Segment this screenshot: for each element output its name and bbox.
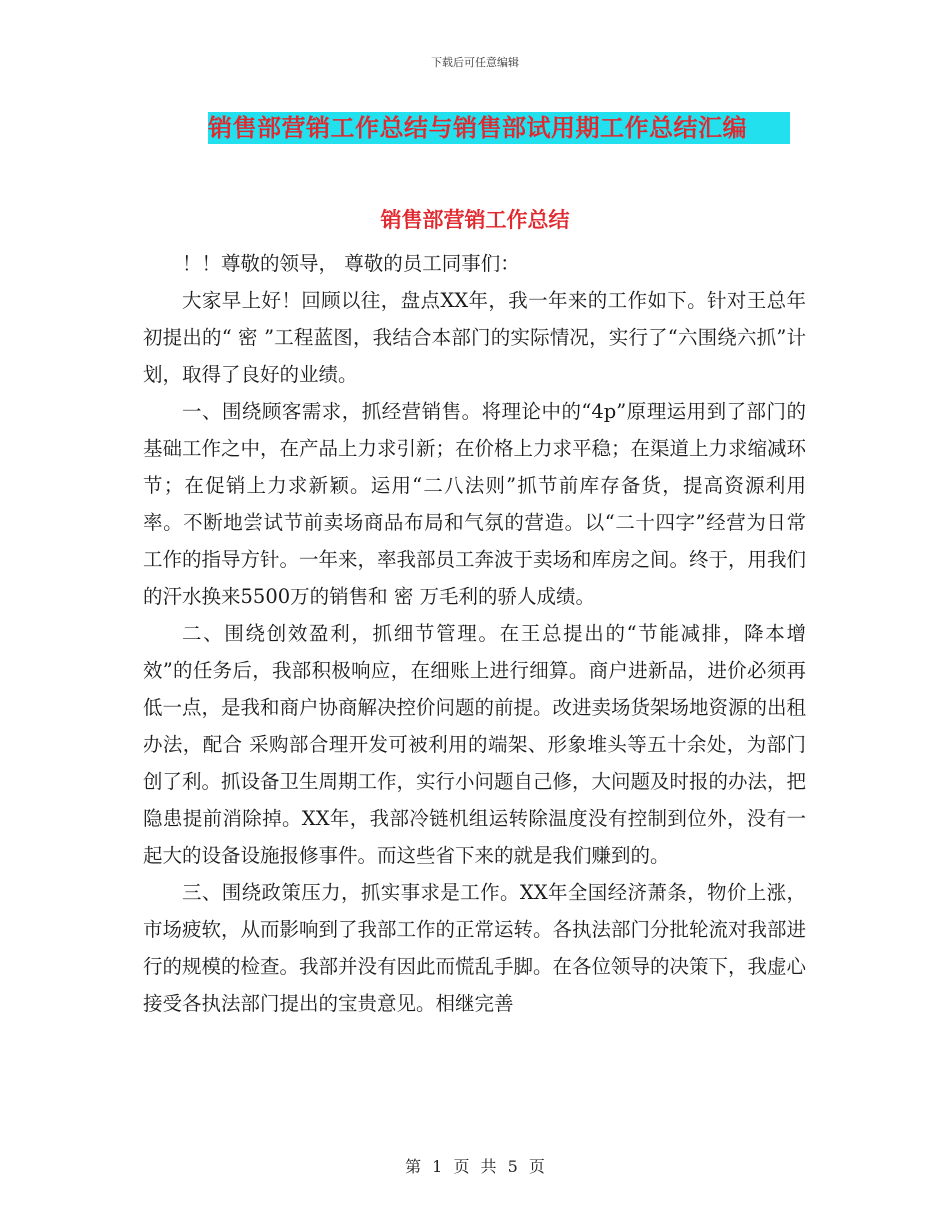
main-title: 销售部营销工作总结与销售部试用期工作总结汇编 xyxy=(208,114,747,142)
paragraph: 大家早上好！回顾以往，盘点XX年，我一年来的工作如下。针对王总年初提出的“ 密 ”工程蓝图，我结合本部门的实际情况，实行了“六围绕六抓”计划，取得了良好的业绩。 xyxy=(143,289,806,386)
header-note: 下载后可任意编辑 xyxy=(431,56,519,69)
paragraph: 三、围绕政策压力，抓实事求是工作。XX年全国经济萧条，物价上涨，市场疲软，从而影响到了我部工作的正常运转。各执法部门分批轮流对我部进行的规模的检查。我部并没有因此而慌乱手脚。在各位领导的决策下，我虚心接受各执法部门提出的宝贵意见。相继完善 xyxy=(143,881,807,1015)
page-footer: 第 1 页 共 5 页 xyxy=(405,1157,545,1176)
body-text xyxy=(143,245,806,1022)
paragraph-salutation: ！！尊敬的领导， 尊敬的员工同事们： xyxy=(182,252,520,275)
main-title-highlight xyxy=(208,112,790,144)
paragraph: 二、围绕创效盈利，抓细节管理。在王总提出的“节能减排，降本增效”的任务后，我部积极响应，在细账上进行细算。商户进新品，进价必须再低一点，是我和商户协商解决控价问题的前提。改进卖场货架场地资源的出租办法，配合 采购部合理开发可被利用的端架、形象堆头等五十余处，为部门创了利。抓设备卫生周期工作，实行小问题自己修，大问题及时报的办法，把隐患提前消除掉。XX年，我部冷链机组运转除温度没有控制到位外，没有一起大的设备设施报修事件。而这些省下来的就是我们赚到的。 xyxy=(143,622,807,867)
section-title: 销售部营销工作总结 xyxy=(380,208,570,232)
paragraph: 一、围绕顾客需求，抓经营销售。将理论中的“4p”原理运用到了部门的基础工作之中，在产品上力求引新；在价格上力求平稳；在渠道上力求缩减环节；在促销上力求新颖。运用“二八法则”抓节前库存备货，提高资源利用率。不断地尝试节前卖场商品布局和气氛的营造。以“二十四字”经营为日常工作的指导方针。一年来，率我部员工奔波于卖场和库房之间。终于，用我们的汗水换来5500万的销售和 密 万毛利的骄人成绩。 xyxy=(143,400,807,608)
